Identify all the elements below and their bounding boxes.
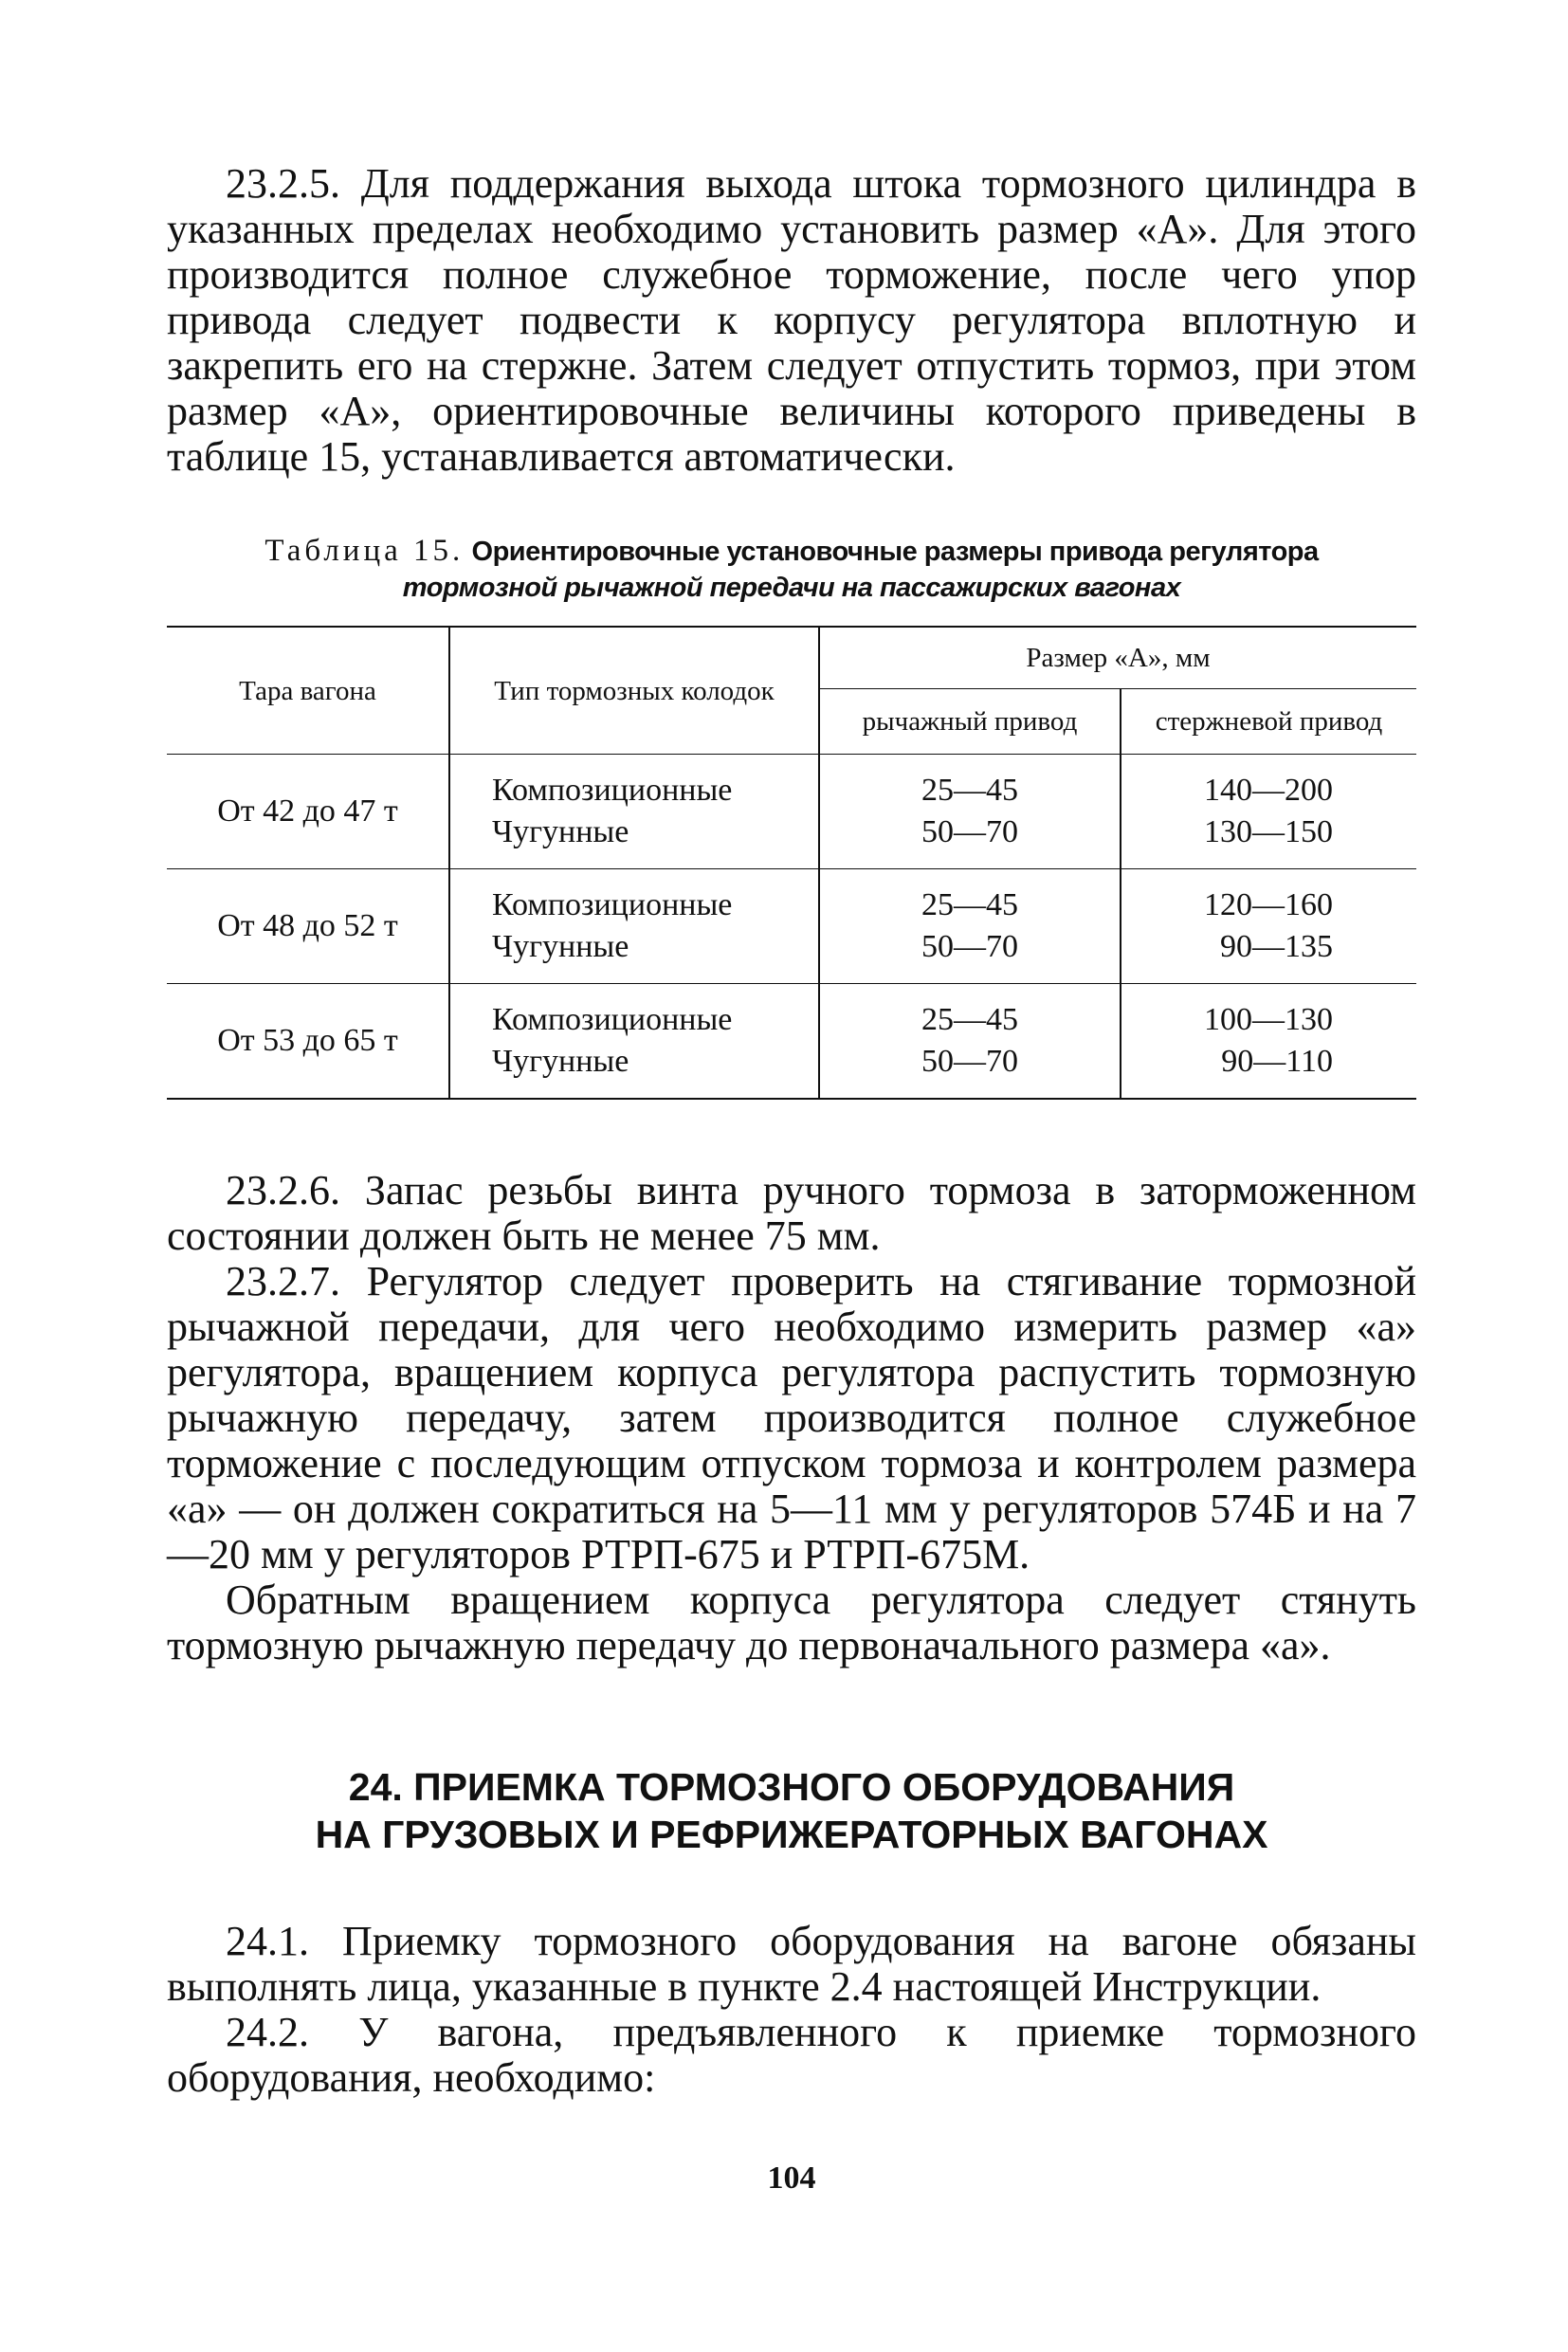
cell-lever-values xyxy=(819,755,1121,869)
shoe-type-composite: Композиционные xyxy=(492,773,733,808)
paragraph-reverse-rotation: Обратным вращением корпуса регулятора следует стянуть тормозную рычажную передачу до первоначального размера «а». xyxy=(167,1577,1416,1668)
paragraph-23-2-6: 23.2.6. Запас резьбы винта ручного тормоза в заторможенном состоянии должен быть не менее 75 мм. xyxy=(167,1167,1416,1259)
paragraph-block-top xyxy=(167,161,1416,480)
shoe-type-cast-iron: Чугунные xyxy=(492,1044,629,1079)
rod-value-cast-iron: 90—135 xyxy=(1220,929,1333,964)
header-size-a: Размер «А», мм xyxy=(819,627,1416,689)
cell-tara: От 42 до 47 т xyxy=(167,755,449,869)
table-caption-title: Ориентировочные установочные размеры привода регулятора xyxy=(471,537,1319,567)
cell-shoe-types xyxy=(449,755,819,869)
rod-value-composite: 120—160 xyxy=(1204,887,1333,922)
lever-value-cast-iron: 50—70 xyxy=(921,929,1018,964)
page-number: 104 xyxy=(767,2161,816,2196)
table-caption xyxy=(167,533,1416,606)
header-tara: Тара вагона xyxy=(167,627,449,755)
cell-tara: От 48 до 52 т xyxy=(167,869,449,984)
lever-value-composite: 25—45 xyxy=(921,1002,1018,1037)
cell-lever-values xyxy=(819,984,1121,1100)
shoe-type-composite: Композиционные xyxy=(492,1002,733,1037)
cell-rod-values xyxy=(1121,869,1416,984)
paragraph-23-2-7: 23.2.7. Регулятор следует проверить на стягивание тормозной рычажной передачи, для чего необходимо измерить размер «а» регулятора, вращением корпуса регулятора распустить тормозную рычажную передачу, затем производится полное служебное торможение с последующим отпуском тормоза и контролем размера «а» — он должен сократиться на 5—11 мм у регуляторов 574Б и на 7—20 мм у регуляторов РТРП-675 и РТРП-675М. xyxy=(167,1258,1416,1577)
cell-lever-values xyxy=(819,869,1121,984)
table-row xyxy=(167,869,1416,984)
cell-tara: От 53 до 65 т xyxy=(167,984,449,1100)
section-heading-line-2: НА ГРУЗОВЫХ И РЕФРИЖЕРАТОРНЫХ ВАГОНАХ xyxy=(315,1813,1268,1856)
lever-value-composite: 25—45 xyxy=(921,887,1018,922)
rod-value-cast-iron: 130—150 xyxy=(1204,814,1333,849)
header-lever-drive: рычажный привод xyxy=(819,689,1121,755)
cell-shoe-types xyxy=(449,869,819,984)
section-heading-line-1: 24. ПРИЕМКА ТОРМОЗНОГО ОБОРУДОВАНИЯ xyxy=(348,1765,1235,1809)
paragraph-24-1: 24.1. Приемку тормозного оборудования на вагоне обязаны выполнять лица, указанные в пункте 2.4 настоящей Инструкции. xyxy=(167,1918,1416,2010)
rod-value-composite: 140—200 xyxy=(1204,773,1333,808)
rod-value-composite: 100—130 xyxy=(1204,1002,1333,1037)
lever-value-composite: 25—45 xyxy=(921,773,1018,808)
header-rod-drive: стержневой привод xyxy=(1121,689,1416,755)
paragraph-block-bottom xyxy=(167,1919,1416,2101)
cell-shoe-types xyxy=(449,984,819,1100)
shoe-type-cast-iron: Чугунные xyxy=(492,814,629,849)
shoe-type-composite: Композиционные xyxy=(492,887,733,922)
table-caption-subtitle: тормозной рычажной передачи на пассажирских вагонах xyxy=(402,573,1181,603)
header-shoe-type: Тип тормозных колодок xyxy=(449,627,819,755)
rod-value-cast-iron: 90—110 xyxy=(1221,1044,1333,1079)
cell-rod-values xyxy=(1121,755,1416,869)
lever-value-cast-iron: 50—70 xyxy=(921,814,1018,849)
brake-settings-table xyxy=(167,626,1416,1100)
table-row xyxy=(167,755,1416,869)
paragraph-24-2: 24.2. У вагона, предъявленного к приемке тормозного оборудования, необходимо: xyxy=(167,2009,1416,2101)
table-row xyxy=(167,984,1416,1100)
shoe-type-cast-iron: Чугунные xyxy=(492,929,629,964)
cell-rod-values xyxy=(1121,984,1416,1100)
lever-value-cast-iron: 50—70 xyxy=(921,1044,1018,1079)
paragraph-23-2-5: 23.2.5. Для поддержания выхода штока тормозного цилиндра в указанных пределах необходимо установить размер «А». Для этого производится полное служебное торможение, после чего упор привода следует подвести к корпусу регулятора вплотную и закрепить его на стержне. Затем следует отпустить тормоз, при этом размер «А», ориентировочные величины которого приведены в таблице 15, устанавливается автоматически. xyxy=(167,160,1416,480)
section-heading-24 xyxy=(167,1763,1416,1858)
table-caption-label: Таблица 15. xyxy=(264,534,465,568)
paragraph-block-middle xyxy=(167,1168,1416,1668)
